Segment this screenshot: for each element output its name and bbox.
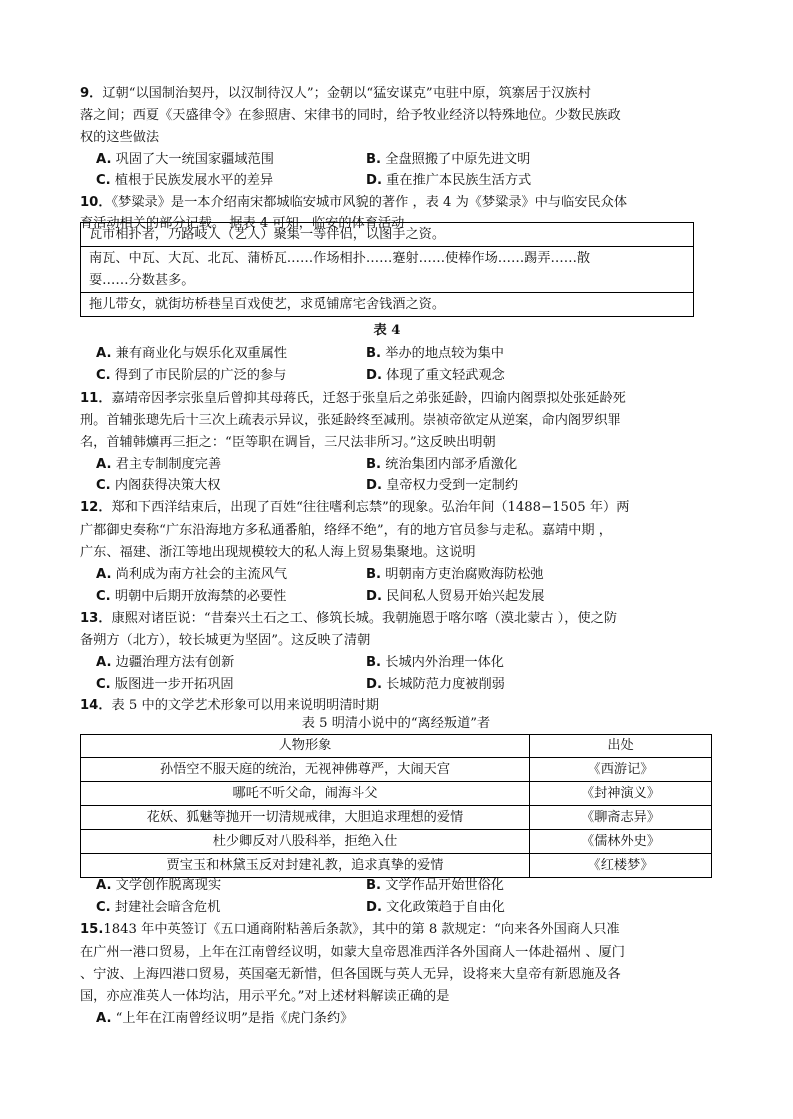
question-13-line-2: 备朔方（北方），较长城更为坚固”。这反映了清朝 [80,633,371,648]
table-5-caption: 表 5 明清小说中的“离经叛道”者 [301,716,491,731]
question-12-option-b[interactable]: B. 明朝南方吏治腐败海防松弛 [366,567,544,582]
question-15-line-3: 、宁波、上海四港口贸易，英国毫无新惜，但各国既与英人无异，设将来大皇帝有新恩施及各 [80,967,621,982]
table-4-row-3: 拖儿带女，就街坊桥巷呈百戏使艺，求觅铺席宅舍钱酒之资。 [81,293,694,317]
table-row: 贾宝玉和林黛玉反对封建礼教，追求真挚的爱情 《红楼梦》 [81,854,712,878]
table-4-row-1: 瓦市相扑者，乃路岐人（艺人）聚集一等伴侣，以图手之资。 [81,223,694,247]
question-12-option-d[interactable]: D. 民间私人贸易开始兴起发展 [366,589,545,604]
question-10-option-a[interactable]: A. 兼有商业化与娱乐化双重属性 [96,346,288,361]
question-12-line-3: 广东、福建、浙江等地出现规模较大的私人海上贸易集聚地。这说明 [80,545,476,560]
question-12-option-c[interactable]: C. 明朝中后期开放海禁的必要性 [96,589,287,604]
question-9-line-2: 落之间；西夏《天盛律令》在参照唐、宋律书的同时，给予牧业经济以特殊地位。少数民族政 [80,108,621,123]
table-4 [80,222,694,317]
question-14-option-a[interactable]: A. 文学创作脱离现实 [96,878,222,893]
table-4-row-2: 南瓦、中瓦、大瓦、北瓦、蒲桥瓦……作场相扑……蹇射……使棒作场……踢弄……散 耍……分数甚多。 [81,247,694,293]
question-13-option-c[interactable]: C. 版图进一步开拓巩固 [96,677,234,692]
question-15-line-4: 国，亦应准英人一体均沾，用示平允。”对上述材料解读正确的是 [80,989,450,1004]
table-row: 花妖、狐魅等抛开一切清规戒律，大胆追求理想的爱情 《聊斋志异》 [81,806,712,830]
question-9-option-b[interactable]: B. 全盘照搬了中原先进文明 [366,152,531,167]
question-12-line-2: 广都御史奏称“广东沿海地方多私通番舶，络绎不绝”，有的地方官员参与走私。嘉靖中期 ， [80,523,612,538]
question-9-option-d[interactable]: D. 重在推广本民族生活方式 [366,173,532,188]
question-9-line-3: 权的这些做法 [80,130,160,145]
question-9-option-a[interactable]: A. 巩固了大一统国家疆域范围 [96,152,274,167]
question-11-option-d[interactable]: D. 皇帝权力受到一定制约 [366,478,519,493]
question-10-option-d[interactable]: D. 体现了重文轻武观念 [366,368,505,383]
table-4-caption: 表 4 [373,323,401,338]
question-14-line-1: 14．表 5 中的文学艺术形象可以用来说明明清时期 [80,698,379,713]
question-14-option-b[interactable]: B. 文学作品开始世俗化 [366,878,504,893]
question-10-line-1: 10．《梦粱录》是一本介绍南宋都城临安城市风貌的著作 ，表 4 为《梦粱录》中与临安民众体 [80,195,628,210]
table-5-header-source: 出处 [530,735,712,758]
question-10-option-c[interactable]: C. 得到了市民阶层的广泛的参与 [96,368,287,383]
question-11-line-1: 11．嘉靖帝因孝宗张皇后曾抑其母蒋氏，迁怒于张皇后之弟张延龄，四谕内阁票拟处张延龄死 [80,391,626,406]
question-15-line-2: 在广州一港口贸易，上年在江南曾经议明，如蒙大皇帝恩准西洋各外国商人一体赴福州 、厦门 [80,945,625,960]
question-12-line-1: 12．郑和下西洋结束后，出现了百姓“往往嗜利忘禁”的现象。弘治年间（1488−1505 年）两 [80,500,630,515]
question-14-option-d[interactable]: D. 文化政策趋于自由化 [366,900,505,915]
table-row: 杜少卿反对八股科举，拒绝入仕 《儒林外史》 [81,830,712,854]
question-12-option-a[interactable]: A. 尚利成为南方社会的主流风气 [96,567,288,582]
question-14-option-c[interactable]: C. 封建社会暗含危机 [96,900,221,915]
question-13-option-a[interactable]: A. 边疆治理方法有创新 [96,655,235,670]
question-15-line-1: 15.1843 年中英签订《五口通商附粘善后条款》，其中的第 8 款规定：“向来各外国商人只准 [80,922,620,937]
table-row: 哪吒不听父命，闹海斗父 《封神演义》 [81,782,712,806]
question-11-option-c[interactable]: C. 内阁获得决策大权 [96,478,221,493]
question-9-option-c[interactable]: C. 植根于民族发展水平的差异 [96,173,274,188]
question-11-line-2: 刑。首辅张璁先后十三次上疏表示异议，张延龄终至减刑。崇祯帝欲定从逆案，命内阁罗织罪 [80,413,621,428]
question-11-option-a[interactable]: A. 君主专制制度完善 [96,457,222,472]
question-9-line-1: 9．辽朝“以国制治契丹，以汉制待汉人”；金朝以“猛安谋克”屯驻中原，筑寨居于汉族村 [80,86,591,101]
question-15-option-a[interactable]: A. “上年在江南曾经议明”是指《虎门条约》 [96,1011,354,1026]
question-10-line-2: 育活动相关的部分记载。 据表 4 可知，临安的体育活动 [80,216,405,231]
table-5 [80,734,712,878]
question-13-option-b[interactable]: B. 长城内外治理一体化 [366,655,504,670]
table-5-header-character: 人物形象 [81,735,530,758]
question-10-option-b[interactable]: B. 举办的地点较为集中 [366,346,504,361]
question-13-option-d[interactable]: D. 长城防范力度被削弱 [366,677,505,692]
question-13-line-1: 13．康熙对诸臣说：“昔秦兴土石之工、修筑长城。我朝施恩于喀尔喀（漠北蒙古 ），使之防 [80,611,618,626]
question-11-line-3: 名，首辅韩爌再三拒之：“臣等职在调旨，三尺法非所习。”这反映出明朝 [80,435,496,450]
question-11-option-b[interactable]: B. 统治集团内部矛盾激化 [366,457,518,472]
table-row: 孙悟空不服天庭的统治，无视神佛尊严，大闹天宫 《西游记》 [81,758,712,782]
